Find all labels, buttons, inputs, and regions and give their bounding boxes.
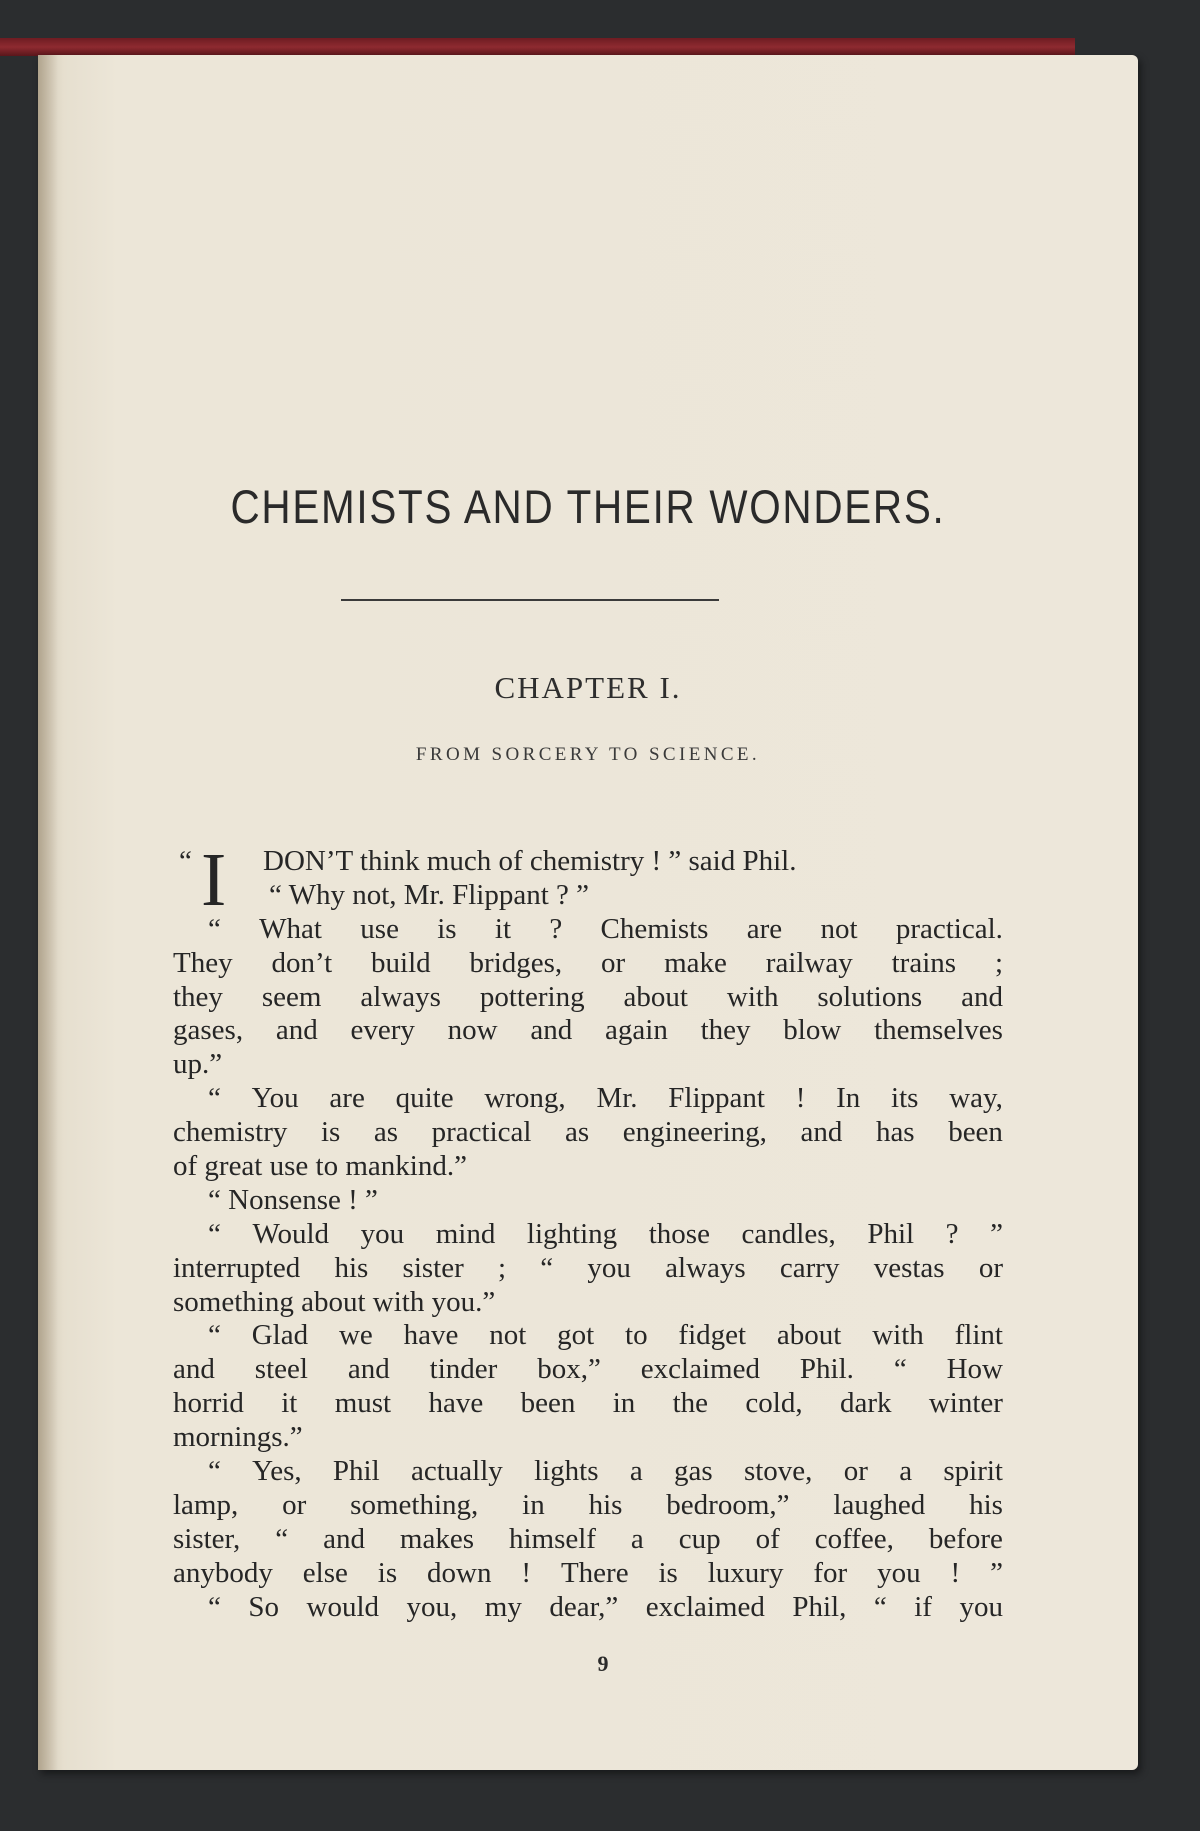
text-line: lamp, or something, in his bedroom,” laughed his [173, 1488, 1003, 1521]
title-divider [341, 599, 719, 601]
text-line: they seem always pottering about with solutions and [173, 980, 1003, 1013]
text-line: “ Nonsense ! ” [208, 1183, 378, 1216]
book-title: CHEMISTS AND THEIR WONDERS. [230, 480, 946, 533]
text-line: They don’t build bridges, or make railway trains ; [173, 946, 1003, 979]
drop-cap: I [201, 838, 227, 922]
text-line: “ Yes, Phil actually lights a gas stove, or a spirit [208, 1455, 1003, 1488]
body-text [173, 838, 1003, 1624]
text-line: up.” [173, 1048, 223, 1081]
text-line: something about with you.” [173, 1285, 496, 1318]
text-line: “ Would you mind lighting those candles, Phil ? ” [208, 1217, 1003, 1250]
text-line: horrid it must have been in the cold, dark winter [173, 1387, 1003, 1420]
page-number: 9 [597, 1651, 609, 1676]
book-cover-edge [0, 38, 1075, 56]
text-line: and steel and tinder box,” exclaimed Phil. “ How [173, 1353, 1003, 1386]
text-line: “ What use is it ? Chemists are not practical. [208, 912, 1003, 945]
text-line: “ So would you, my dear,” exclaimed Phil, “ if you [208, 1590, 1003, 1623]
text-line: gases, and every now and again they blow themselves [173, 1014, 1003, 1047]
text-line: interrupted his sister ; “ you always carry vestas or [173, 1251, 1003, 1284]
text-line: anybody else is down ! There is luxury for you ! ” [173, 1556, 1003, 1589]
text-line: “ Why not, Mr. Flippant ? ” [269, 878, 590, 911]
text-line: mornings.” [173, 1421, 303, 1454]
text-line: “ Glad we have not got to fidget about with flint [208, 1319, 1003, 1352]
chapter-heading: CHAPTER I. [494, 670, 682, 705]
text-line: of great use to mankind.” [173, 1150, 467, 1183]
text-line: chemistry is as practical as engineering, and has been [173, 1116, 1003, 1149]
opening-quote: “ [179, 845, 192, 877]
chapter-subtitle: FROM SORCERY TO SCIENCE. [415, 744, 761, 765]
text-line: DON’T think much of chemistry ! ” said Phil. [263, 845, 797, 877]
text-line: sister, “ and makes himself a cup of coffee, before [173, 1522, 1003, 1555]
page-gutter [38, 55, 58, 1770]
opening-paragraph [173, 838, 1003, 922]
book-page [38, 55, 1138, 1770]
text-line: “ You are quite wrong, Mr. Flippant ! In its way, [208, 1082, 1003, 1115]
